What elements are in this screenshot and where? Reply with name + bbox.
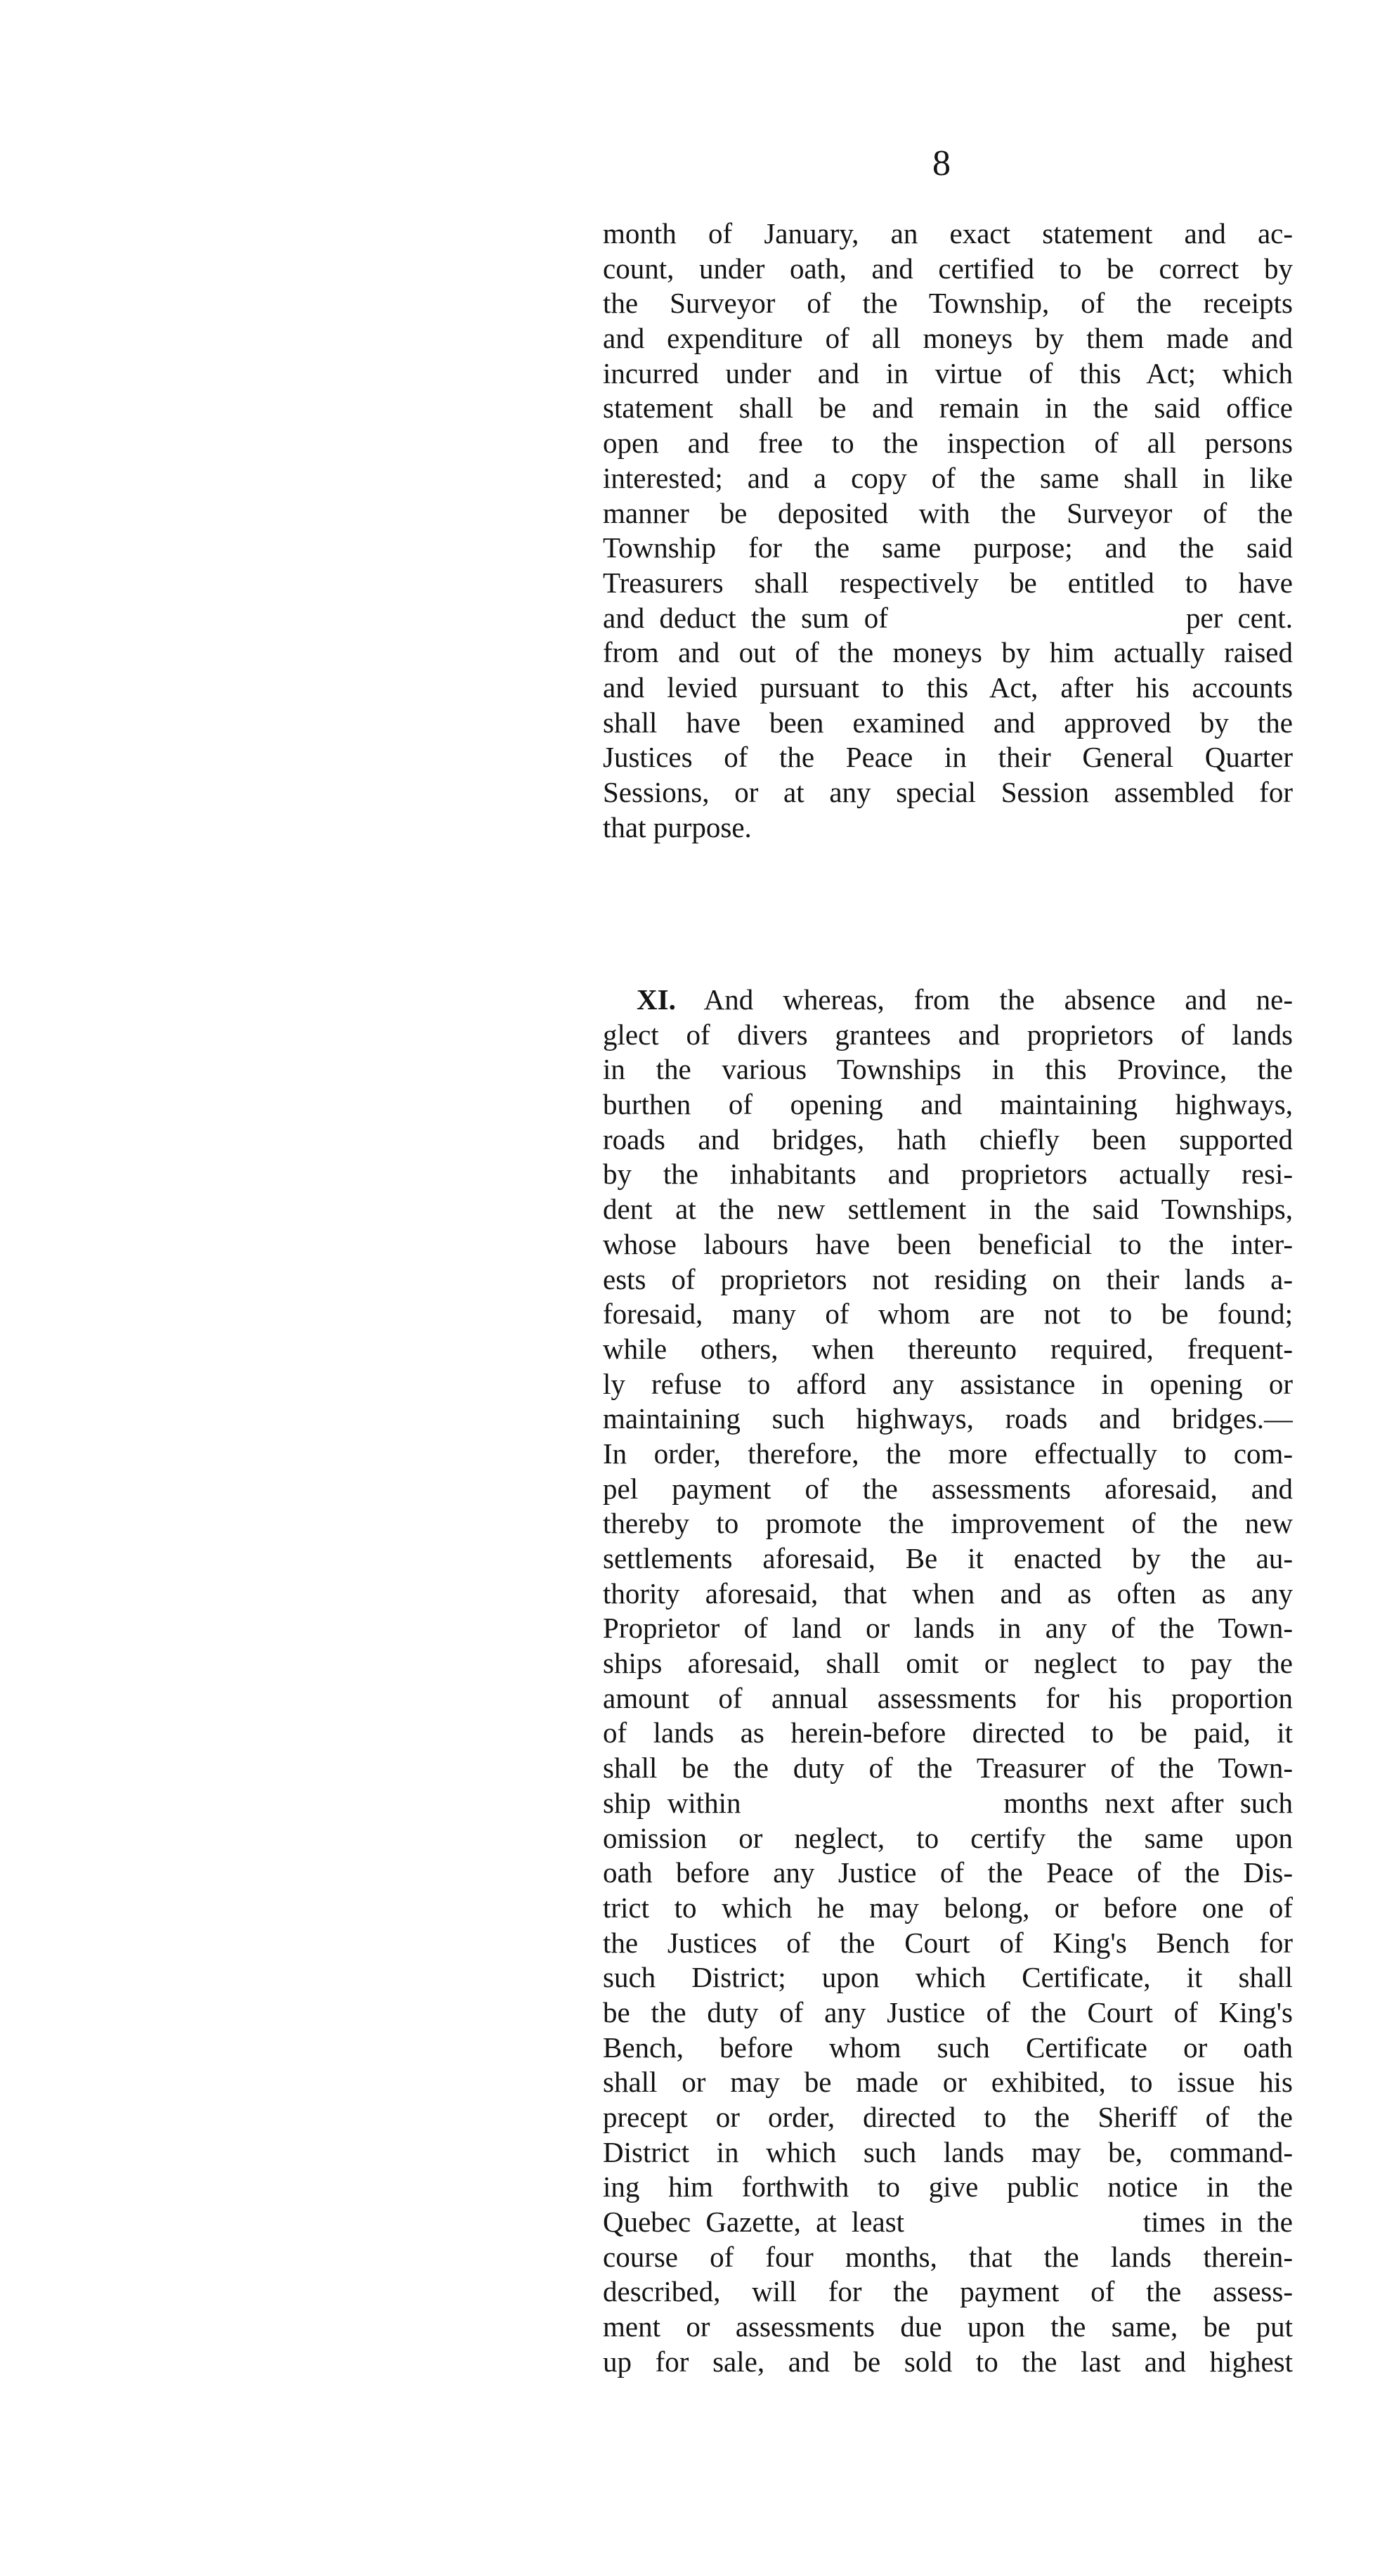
paragraph-one [603, 216, 1293, 845]
text-line: the Justices of the Court of King's Bench for [603, 1926, 1293, 1959]
text-line: that purpose. [603, 810, 752, 843]
text-line: thority aforesaid, that when and as often as any [603, 1577, 1293, 1610]
text-line: roads and bridges, hath chiefly been supported [603, 1122, 1293, 1156]
text-line: oath before any Justice of the Peace of the Dis- [603, 1856, 1293, 1889]
text-line: amount of annual assessments for his proportion [603, 1681, 1293, 1714]
text-line: of lands as herein-before directed to be paid, it [603, 1716, 1293, 1749]
paragraph-two [603, 983, 1293, 2380]
text-line: the Surveyor of the Township, of the receipts [603, 287, 1293, 320]
text-line: open and free to the inspection of all persons [603, 427, 1293, 460]
text-line: Sessions, or at any special Session assembled for [603, 776, 1293, 808]
text-line: Bench, before whom such Certificate or oath [603, 2031, 1293, 2064]
text-line: glect of divers grantees and proprietors of lands [603, 1018, 1293, 1051]
text-line: trict to which he may belong, or before one of [603, 1891, 1293, 1924]
text-line: precept or order, directed to the Sheriff of the [603, 2101, 1293, 2133]
text-line: from and out of the moneys by him actually raised [603, 636, 1293, 669]
text-line: Proprietor of land or lands in any of the Town- [603, 1612, 1293, 1645]
text-line: shall be the duty of the Treasurer of the Town- [603, 1752, 1293, 1785]
text-line: interested; and a copy of the same shall in like [603, 461, 1293, 494]
text-line: and deduct the sum of per cent. [603, 601, 1293, 634]
text-line: incurred under and in virtue of this Act; which [603, 356, 1293, 389]
text-line: course of four months, that the lands therein- [603, 2240, 1293, 2273]
text-line: District in which such lands may be, command- [603, 2135, 1293, 2168]
text-line: settlements aforesaid, Be it enacted by the au- [603, 1542, 1293, 1574]
text-line: shall or may be made or exhibited, to issue his [603, 2066, 1293, 2099]
text-line: and levied pursuant to this Act, after his accounts [603, 671, 1293, 704]
text-line: be the duty of any Justice of the Court of King's [603, 1995, 1293, 2028]
text-line: Quebec Gazette, at least times in the [603, 2206, 1293, 2239]
text-line: foresaid, many of whom are not to be found; [603, 1297, 1293, 1331]
text-line [603, 983, 1293, 1018]
text-line: Township for the same purpose; and the said [603, 531, 1293, 564]
text-line: ing him forthwith to give public notice in the [603, 2170, 1293, 2203]
text-line: omission or neglect, to certify the same upon [603, 1821, 1293, 1854]
text-line: statement shall be and remain in the said office [603, 391, 1293, 425]
text-line: in the various Townships in this Province, the [603, 1053, 1293, 1086]
section-number: XI. [637, 983, 676, 1016]
text-line: month of January, an exact statement and ac- [603, 217, 1293, 250]
line-text: And whereas, from the absence and ne- [703, 983, 1293, 1016]
text-line: such District; upon which Certificate, it shall [603, 1961, 1293, 1994]
text-line: described, will for the payment of the assess- [603, 2275, 1293, 2308]
text-line: up for sale, and be sold to the last and highest [603, 2345, 1293, 2378]
text-line: Justices of the Peace in their General Quarter [603, 741, 1293, 774]
text-line: manner be deposited with the Surveyor of the [603, 496, 1293, 529]
text-line: shall have been examined and approved by the [603, 706, 1293, 739]
text-line: ment or assessments due upon the same, be put [603, 2310, 1293, 2343]
text-line: pel payment of the assessments aforesaid, and [603, 1472, 1293, 1505]
text-line: while others, when thereunto required, frequent- [603, 1332, 1293, 1365]
text-line: ship within months next after such [603, 1786, 1293, 1819]
text-line: thereby to promote the improvement of the new [603, 1507, 1293, 1540]
text-line: burthen of opening and maintaining highways, [603, 1088, 1293, 1121]
page-number: 8 [932, 143, 951, 183]
text-line: dent at the new settlement in the said Townships, [603, 1193, 1293, 1226]
text-line: Treasurers shall respectively be entitled to have [603, 566, 1293, 599]
text-line: by the inhabitants and proprietors actually resi- [603, 1158, 1293, 1191]
text-line: whose labours have been beneficial to the inter- [603, 1227, 1293, 1260]
text-line: count, under oath, and certified to be correct by [603, 252, 1293, 285]
text-line: In order, therefore, the more effectually to com- [603, 1437, 1293, 1470]
text-line: ests of proprietors not residing on their lands a- [603, 1262, 1293, 1295]
text-line: ly refuse to afford any assistance in opening or [603, 1367, 1293, 1400]
text-line: and expenditure of all moneys by them made and [603, 322, 1293, 355]
text-line: maintaining such highways, roads and bridges.— [603, 1402, 1293, 1435]
text-line: ships aforesaid, shall omit or neglect to pay the [603, 1647, 1293, 1680]
